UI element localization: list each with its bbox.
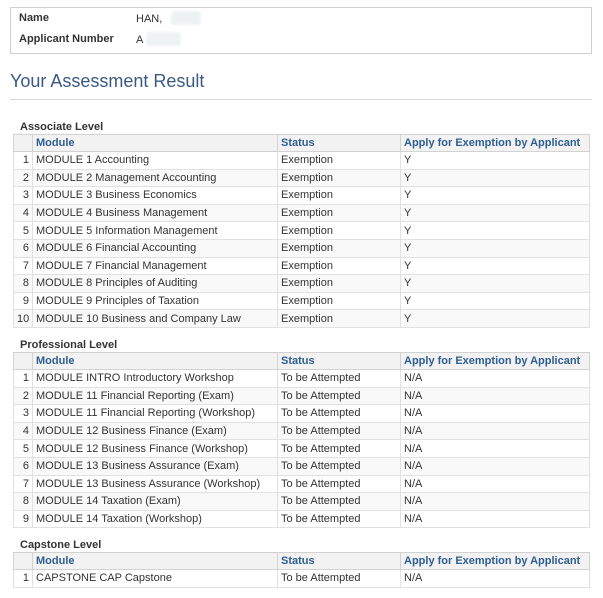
header-status: Status xyxy=(278,553,401,570)
module-cell: MODULE 4 Business Management xyxy=(33,204,278,222)
status-cell: Exemption xyxy=(278,310,401,328)
professional-level-table xyxy=(13,352,590,528)
exemption-cell: Y xyxy=(401,257,590,275)
status-cell: To be Attempted xyxy=(278,405,401,423)
row-index: 6 xyxy=(14,239,33,257)
table-row xyxy=(14,493,590,511)
status-cell: To be Attempted xyxy=(278,422,401,440)
header-module: Module xyxy=(33,553,278,570)
table-row xyxy=(14,510,590,528)
table-row xyxy=(14,405,590,423)
table-row xyxy=(14,257,590,275)
row-index: 3 xyxy=(14,405,33,423)
exemption-cell: Y xyxy=(401,239,590,257)
exemption-cell: N/A xyxy=(401,405,590,423)
exemption-cell: Y xyxy=(401,222,590,240)
status-cell: To be Attempted xyxy=(278,510,401,528)
header-exemption: Apply for Exemption by Applicant xyxy=(401,353,590,370)
level-title-professional: Professional Level xyxy=(20,339,118,351)
module-cell: MODULE 13 Business Assurance (Exam) xyxy=(33,457,278,475)
status-cell: To be Attempted xyxy=(278,440,401,458)
module-cell: MODULE 14 Taxation (Exam) xyxy=(33,493,278,511)
level-title-associate: Associate Level xyxy=(20,121,104,133)
exemption-cell: N/A xyxy=(401,440,590,458)
row-index: 7 xyxy=(14,475,33,493)
exemption-cell: Y xyxy=(401,310,590,328)
exemption-cell: N/A xyxy=(401,387,590,405)
table-row xyxy=(14,310,590,328)
table-row xyxy=(14,239,590,257)
module-cell: MODULE 9 Principles of Taxation xyxy=(33,292,278,310)
redaction-mask xyxy=(171,11,201,25)
table-row xyxy=(14,187,590,205)
exemption-cell: Y xyxy=(401,169,590,187)
exemption-cell: N/A xyxy=(401,370,590,388)
table-row xyxy=(14,475,590,493)
header-module: Module xyxy=(33,353,278,370)
row-index: 5 xyxy=(14,222,33,240)
row-index: 1 xyxy=(14,152,33,170)
row-index: 1 xyxy=(14,370,33,388)
status-cell: Exemption xyxy=(278,222,401,240)
row-index: 4 xyxy=(14,204,33,222)
row-index: 6 xyxy=(14,457,33,475)
redaction-mask xyxy=(146,32,181,46)
table-row xyxy=(14,387,590,405)
associate-level-table xyxy=(13,134,590,328)
exemption-cell: Y xyxy=(401,275,590,293)
applicant-number-label: Applicant Number xyxy=(19,33,114,45)
exemption-cell: N/A xyxy=(401,457,590,475)
status-cell: Exemption xyxy=(278,239,401,257)
status-cell: To be Attempted xyxy=(278,457,401,475)
module-cell: MODULE 12 Business Finance (Exam) xyxy=(33,422,278,440)
status-cell: Exemption xyxy=(278,187,401,205)
header-status: Status xyxy=(278,353,401,370)
capstone-level-table xyxy=(13,552,590,588)
row-index: 4 xyxy=(14,422,33,440)
table-row xyxy=(14,169,590,187)
status-cell: To be Attempted xyxy=(278,370,401,388)
table-row xyxy=(14,292,590,310)
exemption-cell: Y xyxy=(401,187,590,205)
status-cell: To be Attempted xyxy=(278,570,401,588)
module-cell: MODULE 13 Business Assurance (Workshop) xyxy=(33,475,278,493)
module-cell: MODULE 3 Business Economics xyxy=(33,187,278,205)
module-cell: MODULE 1 Accounting xyxy=(33,152,278,170)
header-exemption: Apply for Exemption by Applicant xyxy=(401,135,590,152)
row-index: 8 xyxy=(14,493,33,511)
module-cell: MODULE INTRO Introductory Workshop xyxy=(33,370,278,388)
status-cell: Exemption xyxy=(278,257,401,275)
status-cell: To be Attempted xyxy=(278,387,401,405)
exemption-cell: N/A xyxy=(401,570,590,588)
row-index: 7 xyxy=(14,257,33,275)
row-index: 2 xyxy=(14,387,33,405)
status-cell: To be Attempted xyxy=(278,475,401,493)
table-row xyxy=(14,222,590,240)
exemption-cell: Y xyxy=(401,152,590,170)
row-index: 5 xyxy=(14,440,33,458)
module-cell: MODULE 12 Business Finance (Workshop) xyxy=(33,440,278,458)
row-index: 10 xyxy=(14,310,33,328)
table-row xyxy=(14,152,590,170)
table-row xyxy=(14,204,590,222)
module-cell: CAPSTONE CAP Capstone xyxy=(33,570,278,588)
row-index: 1 xyxy=(14,570,33,588)
module-cell: MODULE 11 Financial Reporting (Exam) xyxy=(33,387,278,405)
row-index: 8 xyxy=(14,275,33,293)
status-cell: Exemption xyxy=(278,292,401,310)
row-index: 9 xyxy=(14,510,33,528)
table-row xyxy=(14,370,590,388)
exemption-cell: N/A xyxy=(401,493,590,511)
row-index: 3 xyxy=(14,187,33,205)
header-index xyxy=(14,135,33,152)
applicant-number-value: A xyxy=(136,34,144,46)
module-cell: MODULE 14 Taxation (Workshop) xyxy=(33,510,278,528)
status-cell: To be Attempted xyxy=(278,493,401,511)
header-index xyxy=(14,553,33,570)
name-value: HAN, xyxy=(136,13,163,25)
status-cell: Exemption xyxy=(278,204,401,222)
table-row xyxy=(14,457,590,475)
applicant-info-box xyxy=(10,7,592,54)
exemption-cell: N/A xyxy=(401,475,590,493)
level-title-capstone: Capstone Level xyxy=(20,539,102,551)
module-cell: MODULE 10 Business and Company Law xyxy=(33,310,278,328)
exemption-cell: Y xyxy=(401,204,590,222)
table-row xyxy=(14,440,590,458)
module-cell: MODULE 7 Financial Management xyxy=(33,257,278,275)
header-module: Module xyxy=(33,135,278,152)
exemption-cell: Y xyxy=(401,292,590,310)
name-label: Name xyxy=(19,12,49,24)
exemption-cell: N/A xyxy=(401,422,590,440)
module-cell: MODULE 11 Financial Reporting (Workshop) xyxy=(33,405,278,423)
status-cell: Exemption xyxy=(278,275,401,293)
module-cell: MODULE 8 Principles of Auditing xyxy=(33,275,278,293)
status-cell: Exemption xyxy=(278,169,401,187)
module-cell: MODULE 6 Financial Accounting xyxy=(33,239,278,257)
page-title: Your Assessment Result xyxy=(10,71,205,91)
header-index xyxy=(14,353,33,370)
divider xyxy=(10,99,592,100)
row-index: 9 xyxy=(14,292,33,310)
module-cell: MODULE 5 Information Management xyxy=(33,222,278,240)
module-cell: MODULE 2 Management Accounting xyxy=(33,169,278,187)
header-exemption: Apply for Exemption by Applicant xyxy=(401,553,590,570)
header-status: Status xyxy=(278,135,401,152)
table-row xyxy=(14,570,590,588)
status-cell: Exemption xyxy=(278,152,401,170)
table-row xyxy=(14,422,590,440)
exemption-cell: N/A xyxy=(401,510,590,528)
table-row xyxy=(14,275,590,293)
row-index: 2 xyxy=(14,169,33,187)
